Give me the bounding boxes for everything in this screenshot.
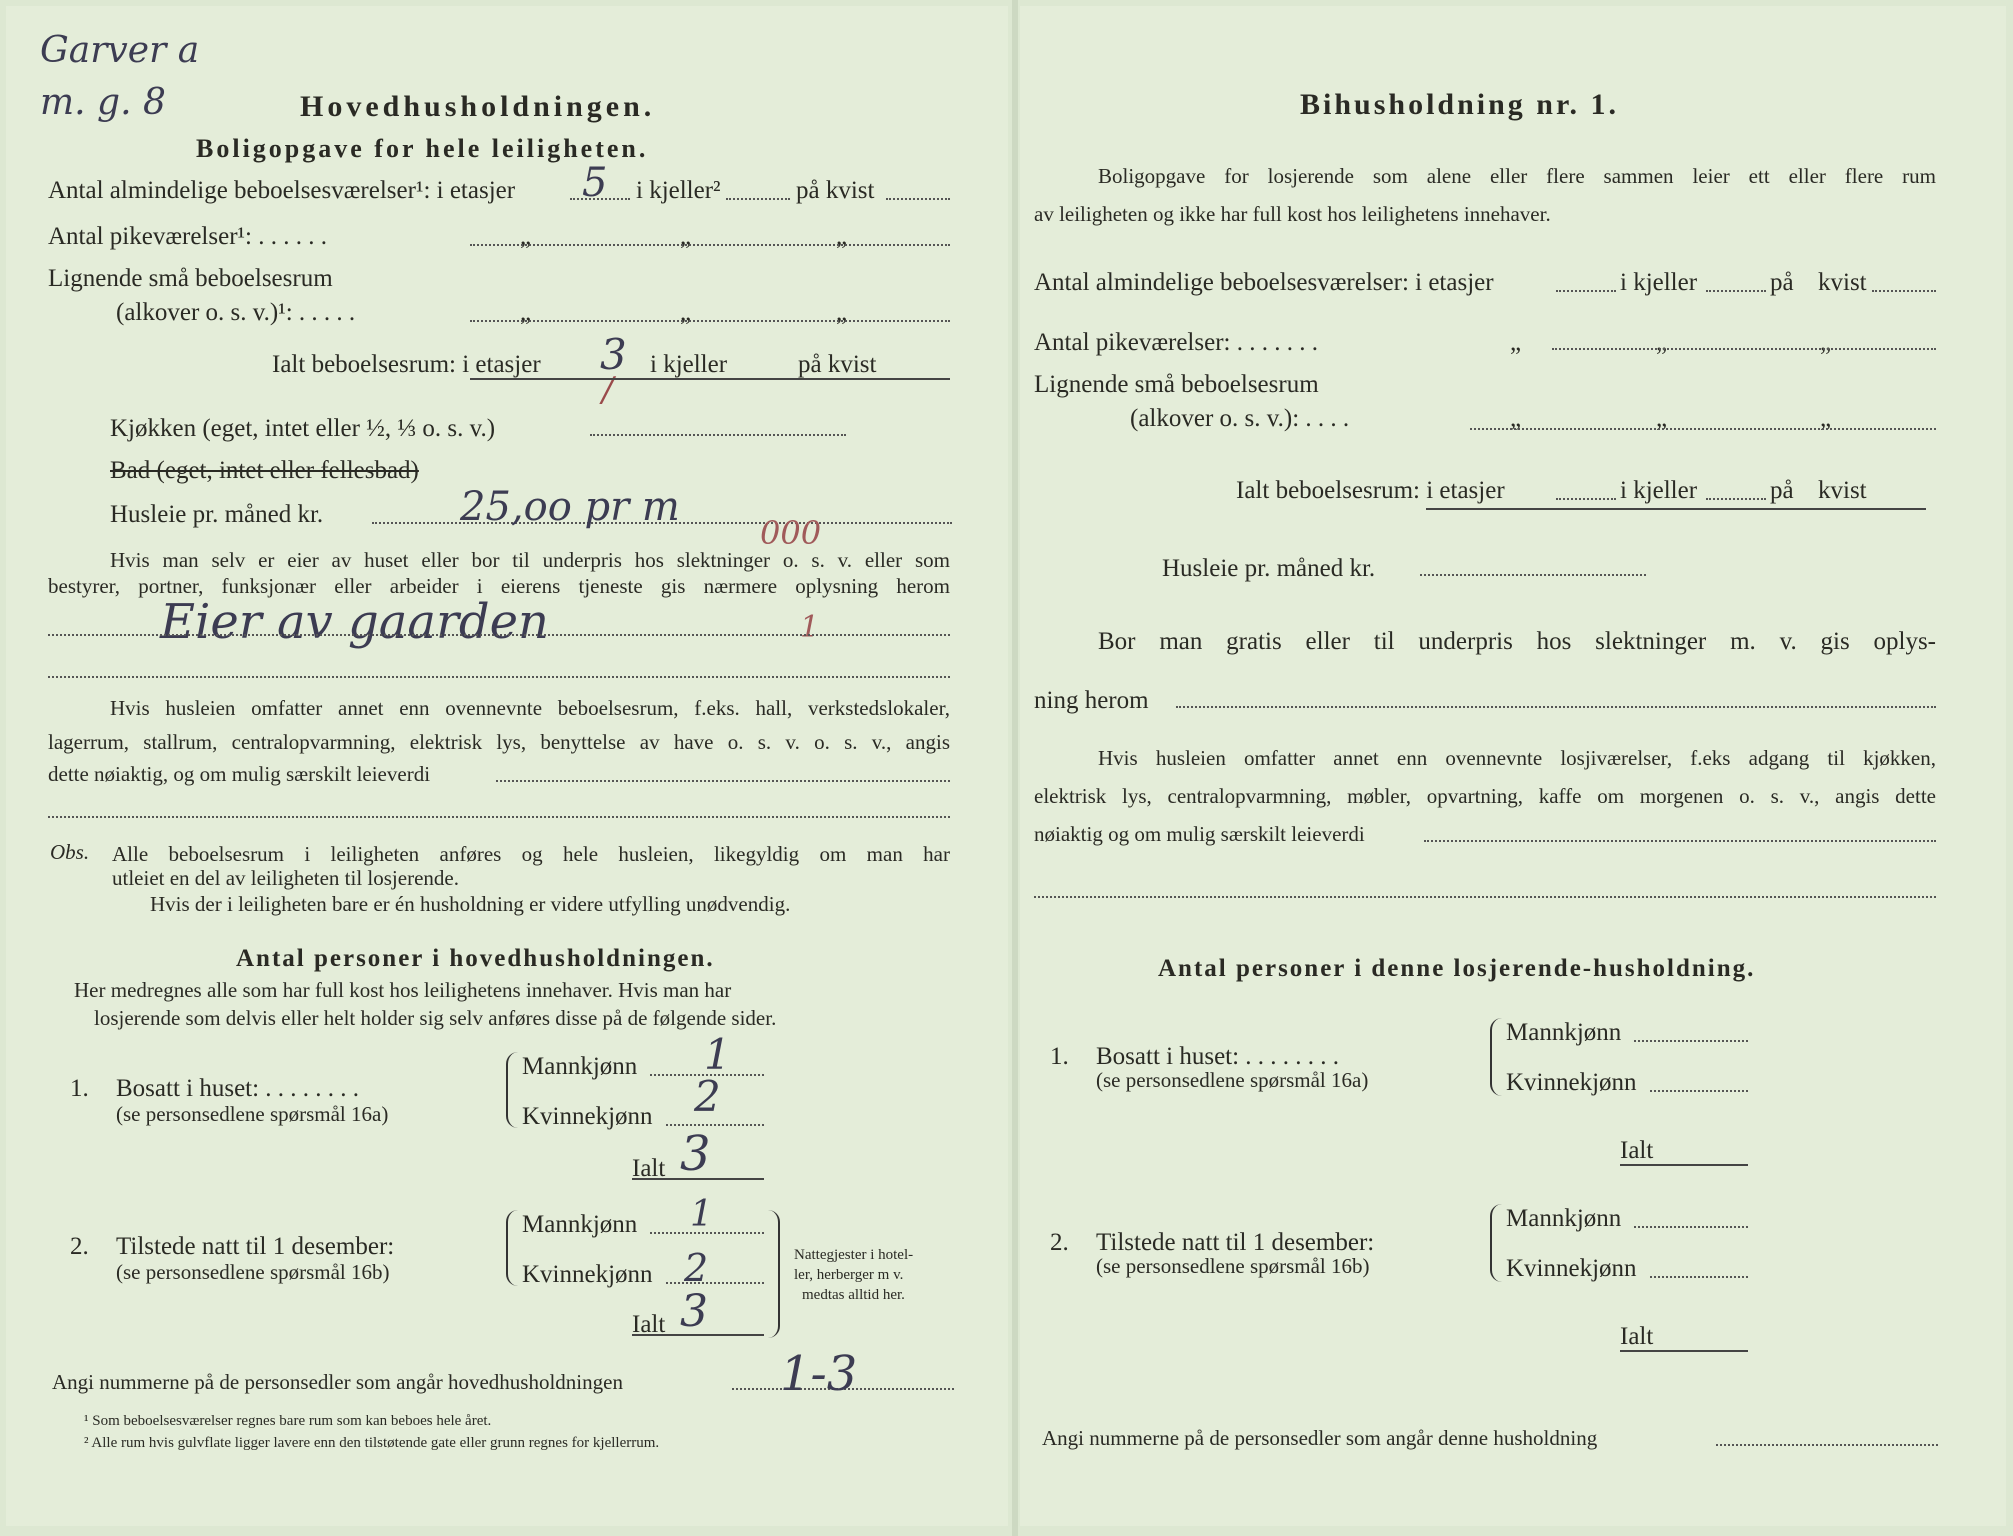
ialt-kjeller-label: i kjeller (650, 351, 728, 378)
bad-label: Bad (eget, intet eller fellesbad) (110, 457, 419, 484)
rooms-line-label: Antal almindelige beboelsesværelser¹: i etasjer (48, 177, 516, 204)
right-alkover-quote-1: „ (1510, 405, 1522, 432)
right-gratis-field (1176, 706, 1936, 708)
q2-label: Tilstede natt til 1 desember: (116, 1233, 395, 1260)
q2-number: 2. (70, 1233, 89, 1260)
right-ialt-paa: på (1770, 477, 1794, 504)
right-angi-label: Angi nummerne på de personsedler som angår denne husholdning (1042, 1426, 1598, 1450)
q2-ialt-value: 3 (680, 1286, 708, 1337)
q1-sub: (se personsedlene spørsmål 16a) (116, 1102, 389, 1126)
margin-note-1: Garver a (40, 30, 200, 71)
kjokken-label: Kjøkken (eget, intet eller ½, ⅓ o. s. v.) (110, 415, 496, 442)
right-gratis-1: Bor man gratis eller til underpris hos slektninger m. v. gis oplys- (1098, 628, 1936, 655)
rooms-kvist-field (886, 198, 950, 200)
omfatter-text-2: lagerrum, stallrum, centralopvarmning, elektrisk lys, benyttelse av have o. s. v. o. s. v., angis (48, 730, 950, 754)
q2-brace (506, 1210, 518, 1286)
right-rooms-etasjer-field (1556, 290, 1616, 292)
right-omf-3: nøiaktig og om mulig særskilt leieverdi (1034, 822, 1365, 846)
angi-label: Angi nummerne på de personsedler som angår hovedhusholdningen (52, 1370, 623, 1394)
right-rooms-kvist-field (1872, 290, 1936, 292)
q1-ialt-label: Ialt (632, 1155, 666, 1182)
right-ialt-kjeller-label: i kjeller (1620, 477, 1698, 504)
alkover-quote-2: „ (680, 299, 692, 326)
right-pike-quote-1: „ (1510, 329, 1522, 356)
right-lignende-label: Lignende små beboelsesrum (1034, 371, 1319, 398)
right-q1-label: Bosatt i huset: . . . . . . . . (1096, 1043, 1340, 1070)
alkover-field (470, 320, 950, 322)
ialt-etasjer-value: 3 (600, 330, 627, 379)
right-antal-title: Antal personer i denne losjerende-husholdning. (1158, 955, 1756, 982)
right-alkover-quote-2: „ (1656, 405, 1668, 432)
q1-ialt-value: 3 (680, 1126, 711, 1182)
right-gratis-2: ning herom (1034, 687, 1149, 714)
q2-mann-label: Mannkjønn (522, 1211, 638, 1238)
footnote-1: ¹ Som beboelsesværelser regnes bare rum som kan beboes hele året. (84, 1413, 492, 1429)
right-q2-ialt-underline (1620, 1350, 1748, 1352)
right-husleie-field (1420, 574, 1646, 576)
footnote-2: ² Alle rum hvis gulvflate ligger lavere enn den tilstøtende gate eller grunn regnes for kjellerrum. (84, 1435, 660, 1451)
antal-text-2: losjerende som delvis eller helt holder sig selv anføres disse på de følgende sider. (94, 1006, 777, 1030)
right-alkover-label: (alkover o. s. v.): . . . . (1130, 405, 1350, 432)
right-q1-brace (1490, 1018, 1502, 1096)
q2-kvinne-label: Kvinnekjønn (522, 1261, 653, 1288)
eier-text-2: bestyrer, portner, funksjonær eller arbeider i eierens tjeneste gis nærmere oplysning herom (48, 574, 950, 598)
pike-field (470, 244, 950, 246)
q2-kvinne-field (666, 1282, 764, 1284)
right-q1-ialt-label: Ialt (1620, 1137, 1654, 1164)
eier-value: Eier av gaarden (160, 594, 549, 650)
lignende-label: Lignende små beboelsesrum (48, 265, 333, 292)
right-q1-ialt-underline (1620, 1164, 1748, 1166)
left-antal-title: Antal personer i hovedhusholdningen. (236, 945, 715, 972)
obs-text-2: utleiet en del av leiligheten til losjerende. (112, 866, 459, 890)
q2-sub: (se personsedlene spørsmål 16b) (116, 1260, 390, 1284)
right-q1-kvinne-label: Kvinnekjønn (1506, 1069, 1637, 1096)
antal-text-1: Her medregnes alle som har full kost hos leilighetens innehaver. Hvis man har (74, 978, 732, 1002)
right-omf-field-1 (1424, 840, 1936, 842)
q1-mann-label: Mannkjønn (522, 1053, 638, 1080)
eier-mark: 1 (800, 610, 820, 645)
omfatter-field-1 (496, 780, 950, 782)
ialt-kjeller-mark: / (602, 370, 614, 410)
right-q1-sub: (se personsedlene spørsmål 16a) (1096, 1068, 1369, 1092)
right-omf-1: Hvis husleien omfatter annet enn ovennevnte losjiværelser, f.eks adgang til kjøkken, (1098, 746, 1936, 770)
right-pike-quote-2: „ (1656, 329, 1668, 356)
right-q1-kvinne-field (1650, 1090, 1748, 1092)
obs-label: Obs. (50, 840, 90, 864)
husleie-extra-mark: 000 (760, 514, 822, 552)
right-omf-2: elektrisk lys, centralopvarmning, møbler, opvartning, kaffe om morgenen o. s. v., angis dette (1034, 784, 1936, 808)
q1-number: 1. (70, 1075, 89, 1102)
angi-value: 1-3 (780, 1346, 858, 1402)
alkover-label: (alkover o. s. v.)¹: . . . . . (116, 299, 356, 326)
husleie-label: Husleie pr. måned kr. (110, 501, 324, 528)
right-q2-mann-field (1634, 1226, 1748, 1228)
right-q2-kvinne-label: Kvinnekjønn (1506, 1255, 1637, 1282)
left-subtitle: Boligopgave for hele leiligheten. (196, 134, 649, 163)
right-title: Bihusholdning nr. 1. (1300, 88, 1620, 121)
obs-text-1: Alle beboelsesrum i leiligheten anføres og hele husleien, likegyldig om man har (112, 842, 950, 866)
q1-brace (506, 1052, 518, 1128)
q2-mann-value: 1 (690, 1194, 713, 1235)
right-rooms-kvist: kvist (1818, 269, 1867, 296)
rooms-etasjer-value: 5 (582, 160, 608, 206)
husleie-value: 25,oo pr m (460, 484, 680, 530)
page-fold (1012, 0, 1018, 1536)
alkover-quote-1: „ (520, 299, 532, 326)
right-q2-label: Tilstede natt til 1 desember: (1096, 1229, 1375, 1256)
right-ialt-etasjer-field (1556, 498, 1616, 500)
left-title: Hovedhusholdningen. (300, 90, 656, 123)
alkover-quote-3: „ (836, 299, 848, 326)
right-q1-mann-field (1634, 1040, 1748, 1042)
ialt-beboelsesrum-label: Ialt beboelsesrum: i etasjer (272, 351, 541, 378)
nattegjester-2: ler, herberger m v. (794, 1267, 904, 1283)
q2-kvinne-value: 2 (684, 1246, 709, 1290)
nattegjester-3: medtas alltid her. (802, 1287, 905, 1303)
right-intro-1: Boligopgave for losjerende som alene eller flere sammen leier ett eller flere rum (1098, 164, 1936, 188)
rooms-kjeller-label: i kjeller² (636, 177, 721, 204)
kjokken-field (590, 434, 846, 436)
q2-ialt-label: Ialt (632, 1311, 666, 1338)
right-alkover-field (1470, 428, 1936, 430)
right-rooms-kjeller-label: i kjeller (1620, 269, 1698, 296)
q2-right-brace (768, 1210, 780, 1338)
eier-field-2 (48, 676, 950, 678)
right-pike-label: Antal pikeværelser: . . . . . . . (1034, 329, 1318, 356)
right-q2-number: 2. (1050, 1229, 1069, 1256)
pike-label: Antal pikeværelser¹: . . . . . . (48, 223, 327, 250)
right-husleie-label: Husleie pr. måned kr. (1162, 555, 1376, 582)
eier-text-1: Hvis man selv er eier av huset eller bor til underpris hos slektninger o. s. v. eller som (110, 548, 950, 572)
omfatter-field-2 (48, 816, 950, 818)
right-q1-number: 1. (1050, 1043, 1069, 1070)
right-pike-quote-3: „ (1820, 329, 1832, 356)
margin-note-2: m. g. 8 (40, 82, 166, 123)
right-q2-mann-label: Mannkjønn (1506, 1205, 1622, 1232)
right-angi-field (1716, 1444, 1938, 1446)
q1-mann-value: 1 (704, 1030, 731, 1079)
pike-quote-1: „ (520, 223, 532, 250)
omfatter-text-3: dette nøiaktig, og om mulig særskilt leieverdi (48, 762, 431, 786)
right-q2-ialt-label: Ialt (1620, 1323, 1654, 1350)
right-rooms-label: Antal almindelige beboelsesværelser: i etasjer (1034, 269, 1494, 296)
right-rooms-kjeller-field (1706, 290, 1766, 292)
pike-quote-3: „ (836, 223, 848, 250)
right-ialt-label: Ialt beboelsesrum: i etasjer (1236, 477, 1505, 504)
q1-kvinne-value: 2 (694, 1072, 721, 1121)
right-intro-2: av leiligheten og ikke har full kost hos leilighetens innehaver. (1034, 202, 1551, 226)
right-q2-sub: (se personsedlene spørsmål 16b) (1096, 1254, 1370, 1278)
right-q2-kvinne-field (1650, 1276, 1748, 1278)
pike-quote-2: „ (680, 223, 692, 250)
right-pike-field (1552, 348, 1936, 350)
right-alkover-quote-3: „ (1820, 405, 1832, 432)
q1-kvinne-label: Kvinnekjønn (522, 1103, 653, 1130)
nattegjester-1: Nattegjester i hotel- (794, 1247, 914, 1263)
right-q1-mann-label: Mannkjønn (1506, 1019, 1622, 1046)
right-q2-brace (1490, 1204, 1502, 1282)
omfatter-text-1: Hvis husleien omfatter annet enn ovennevnte beboelsesrum, f.eks. hall, verkstedslokaler, (110, 696, 950, 720)
obs-text-3: Hvis der i leiligheten bare er én husholdning er videre utfylling unødvendig. (150, 892, 791, 916)
ialt-kvist-label: på kvist (798, 351, 877, 378)
rooms-kjeller-field (726, 198, 790, 200)
rooms-kvist-label: på kvist (796, 177, 875, 204)
ialt-underline (470, 378, 950, 380)
q1-label: Bosatt i huset: . . . . . . . . (116, 1075, 360, 1102)
right-rooms-paa: på (1770, 269, 1794, 296)
eier-field-1 (48, 634, 950, 636)
right-omf-field-2 (1034, 896, 1936, 898)
right-ialt-kvist: kvist (1818, 477, 1867, 504)
right-ialt-kjeller-field (1706, 498, 1766, 500)
right-ialt-underline (1426, 508, 1926, 510)
